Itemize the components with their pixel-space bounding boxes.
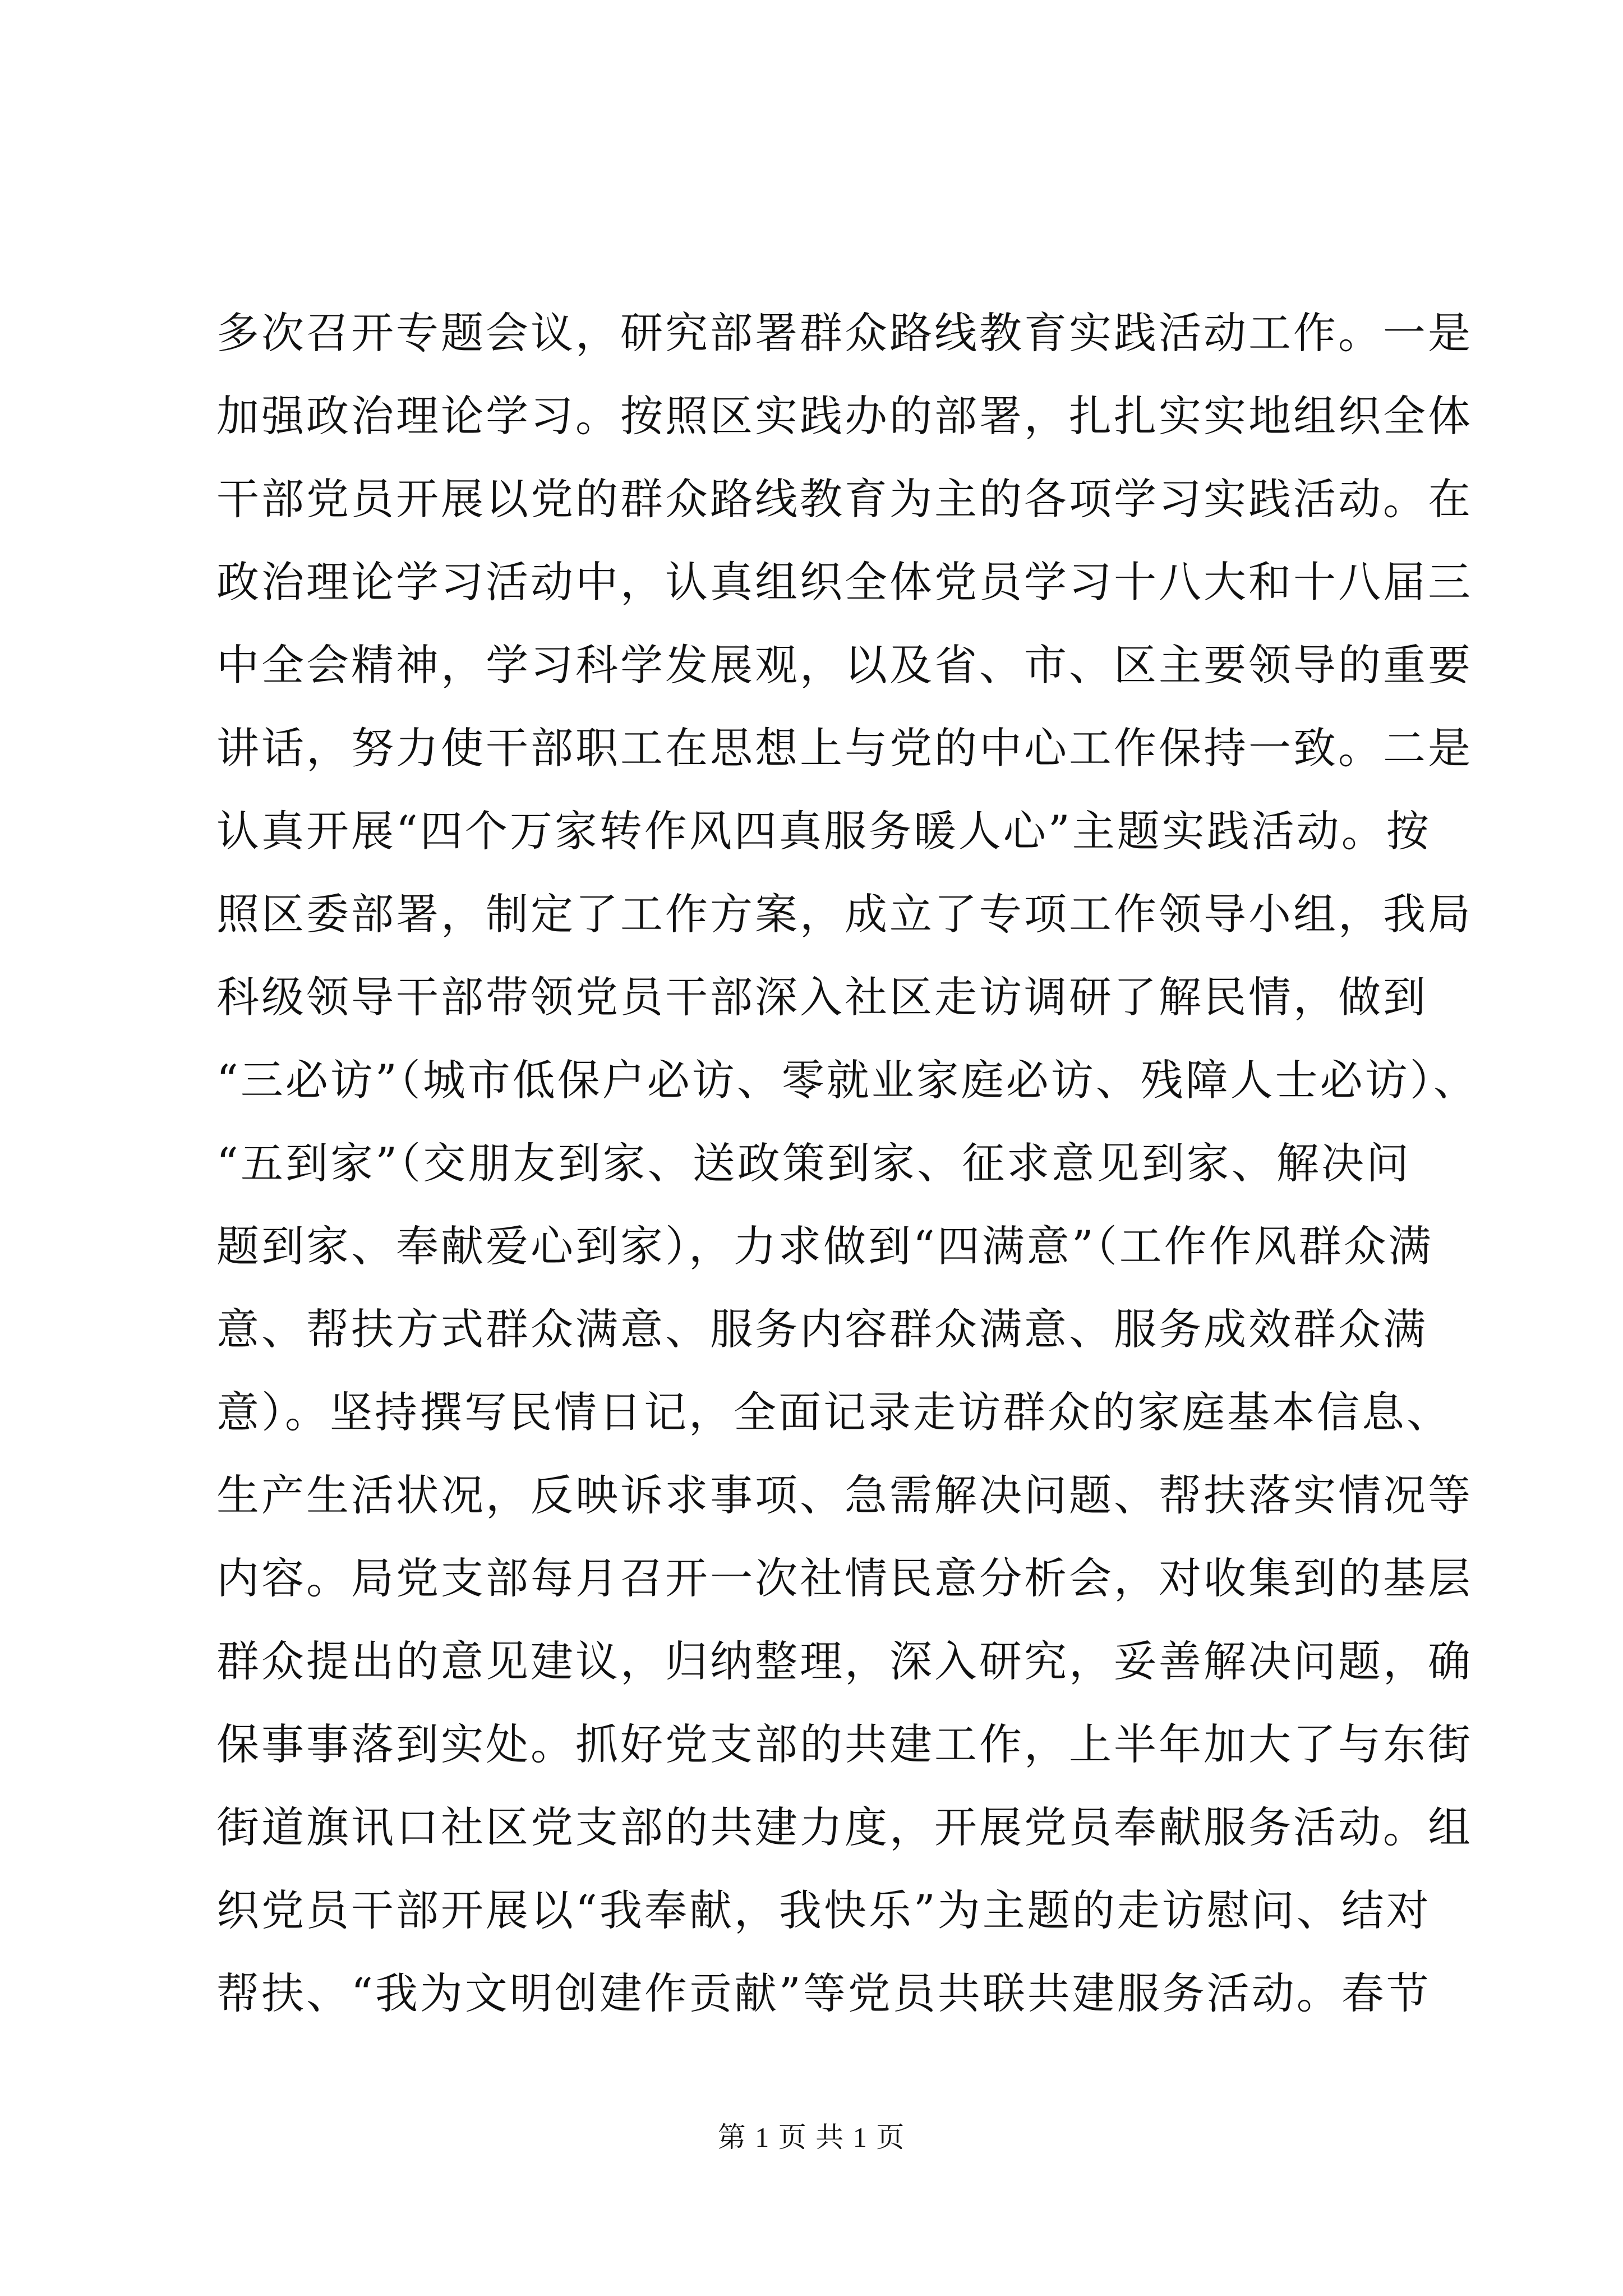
text-line: 群众提出的意见建议，归纳整理，深入研究，妥善解决问题，确 bbox=[216, 1636, 1473, 1686]
text-line: 照区委部署，制定了工作方案，成立了专项工作领导小组，我局 bbox=[216, 889, 1473, 939]
text-line: 讲话，努力使干部职工在思想上与党的中心工作保持一致。二是 bbox=[216, 723, 1473, 773]
text-line: 中全会精神，学习科学发展观，以及省、市、区主要领导的重要 bbox=[216, 640, 1473, 690]
page-footer: 第 1 页 共 1 页 bbox=[717, 2122, 906, 2153]
text-line: 干部党员开展以党的群众路线教育为主的各项学习实践活动。在 bbox=[216, 474, 1473, 524]
text-line: 内容。局党支部每月召开一次社情民意分析会，对收集到的基层 bbox=[216, 1553, 1473, 1603]
text-line: 政治理论学习活动中，认真组织全体党员学习十八大和十八届三 bbox=[216, 557, 1473, 607]
body-text bbox=[216, 292, 1478, 2035]
text-line: 帮扶、“我为文明创建作贡献”等党员共联共建服务活动。春节 bbox=[216, 1968, 1431, 2018]
text-line: 意、帮扶方式群众满意、服务内容群众满意、服务成效群众满 bbox=[216, 1304, 1428, 1354]
text-line: 生产生活状况，反映诉求事项、急需解决问题、帮扶落实情况等 bbox=[216, 1470, 1473, 1520]
text-line: “五到家”（交朋友到家、送政策到家、征求意见到家、解决问 bbox=[216, 1138, 1411, 1188]
text-line: 科级领导干部带领党员干部深入社区走访调研了解民情，做到 bbox=[216, 972, 1428, 1022]
text-line: 街道旗讯口社区党支部的共建力度，开展党员奉献服务活动。组 bbox=[216, 1802, 1473, 1852]
text-line: 意）。坚持撰写民情日记，全面记录走访群众的家庭基本信息、 bbox=[216, 1387, 1451, 1437]
text-line: “三必访”（城市低保户必访、零就业家庭必访、残障人士必访）、 bbox=[216, 1055, 1478, 1105]
text-line: 多次召开专题会议，研究部署群众路线教育实践活动工作。一是 bbox=[216, 308, 1473, 358]
text-line: 认真开展“四个万家转作风四真服务暖人心”主题实践活动。按 bbox=[216, 806, 1431, 856]
text-line: 织党员干部开展以“我奉献，我快乐”为主题的走访慰问、结对 bbox=[216, 1885, 1431, 1935]
text-line: 题到家、奉献爱心到家），力求做到“四满意”（工作作风群众满 bbox=[216, 1221, 1433, 1271]
text-line: 保事事落到实处。抓好党支部的共建工作，上半年加大了与东街 bbox=[216, 1719, 1473, 1769]
text-line: 加强政治理论学习。按照区实践办的部署，扎扎实实地组织全体 bbox=[216, 391, 1473, 441]
